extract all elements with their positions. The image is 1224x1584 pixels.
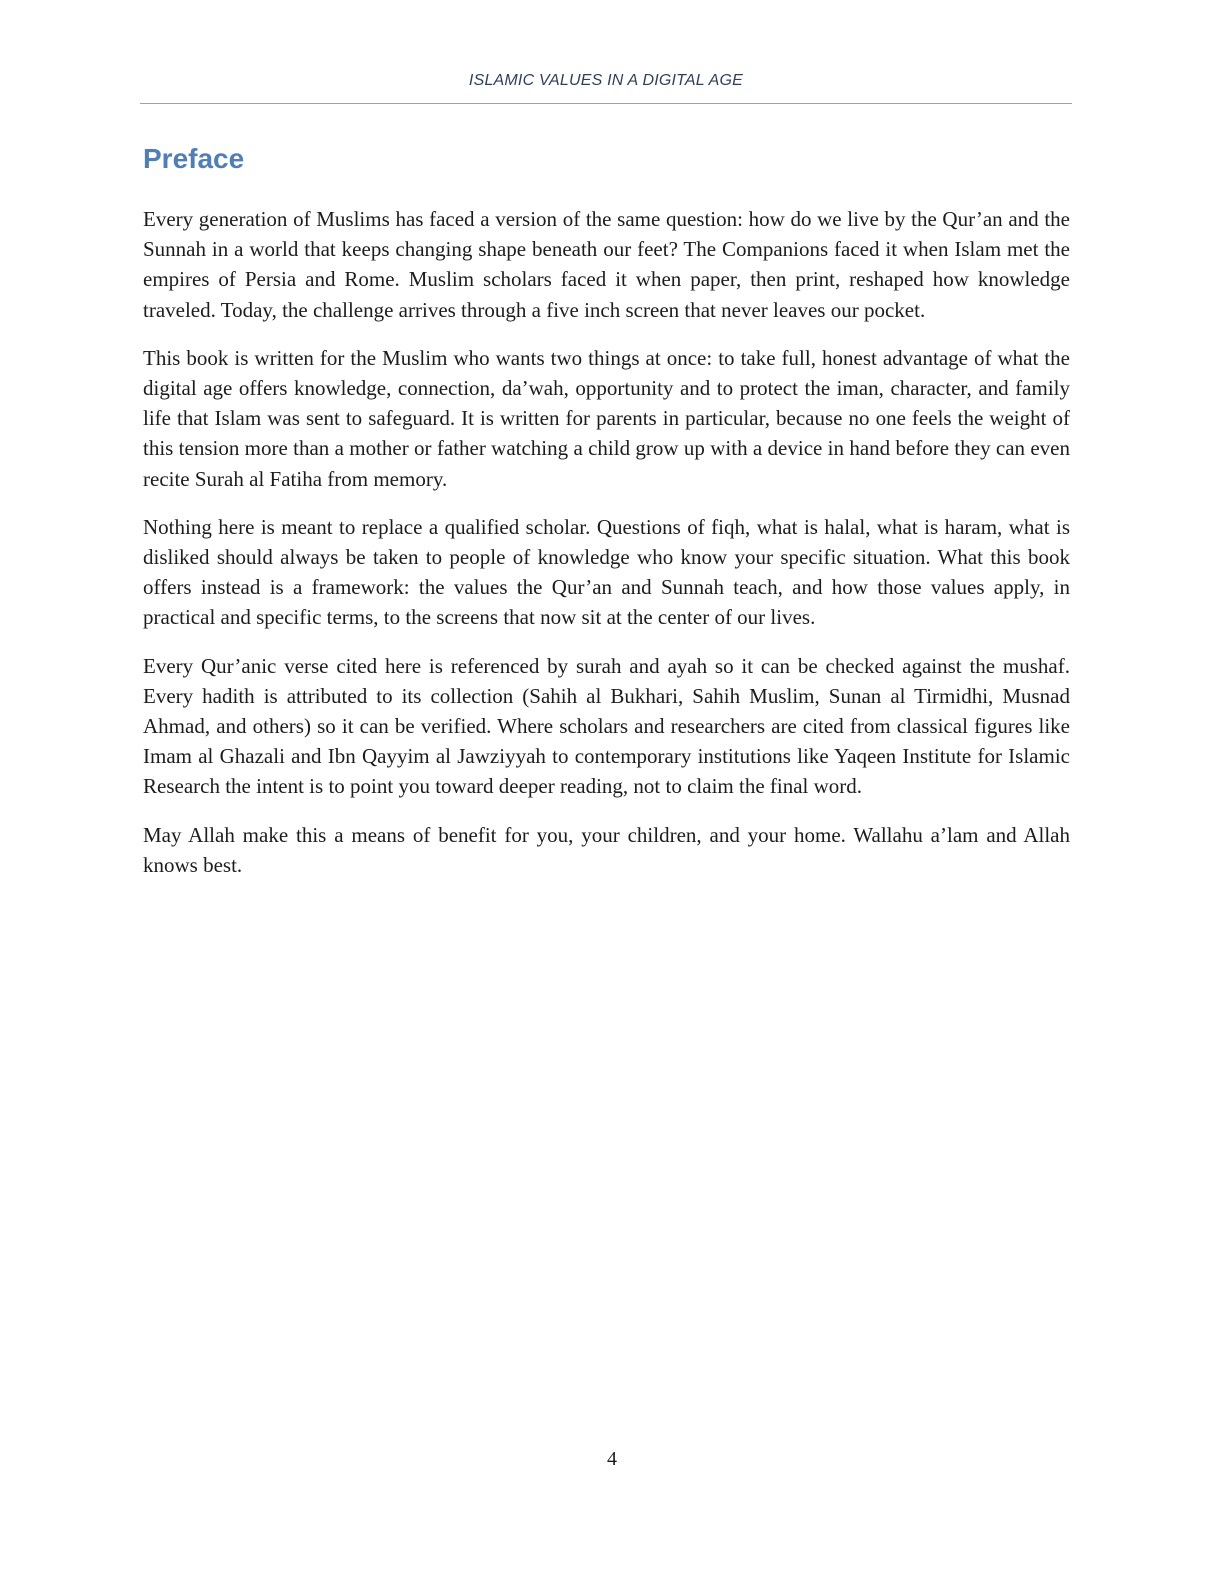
body-text xyxy=(143,204,1070,898)
running-header: ISLAMIC VALUES IN A DIGITAL AGE xyxy=(468,72,744,89)
paragraph: This book is written for the Muslim who wants two things at once: to take full, honest advantage of what the digital age offers knowledge, connection, da’wah, opportunity and to protect the iman, character, and family life that Islam was sent to safeguard. It is written for parents in particular, because no one feels the weight of this tension more than a mother or father watching a child grow up with a device in hand before they can even recite Surah al Fatiha from memory. xyxy=(143,345,1070,491)
paragraph: Every Qur’anic verse cited here is referenced by surah and ayah so it can be checked against the mushaf. Every hadith is attributed to its collection (Sahih al Bukhari, Sahih Muslim, Sunan al Tirmidhi, Musnad Ahmad, and others) so it can be verified. Where scholars and researchers are cited from classical figures like Imam al Ghazali and Ibn Qayyim al Jawziyyah to contemporary institutions like Yaqeen Institute for Islamic Research the intent is to point you toward deeper reading, not to claim the final word. xyxy=(143,653,1070,799)
page-number: 4 xyxy=(607,1448,617,1470)
section-title: Preface xyxy=(143,143,245,174)
paragraph: Nothing here is meant to replace a qualified scholar. Questions of fiqh, what is halal, what is haram, what is disliked should always be taken to people of knowledge who know your specific situation. What this book offers instead is a framework: the values the Qur’an and Sunnah teach, and how those values apply, in practical and specific terms, to the screens that now sit at the center of our lives. xyxy=(143,514,1070,630)
paragraph: May Allah make this a means of benefit for you, your children, and your home. Wallahu a’lam and Allah knows best. xyxy=(143,822,1070,877)
header-divider xyxy=(140,103,1072,104)
paragraph: Every generation of Muslims has faced a version of the same question: how do we live by the Qur’an and the Sunnah in a world that keeps changing shape beneath our feet? The Companions faced it when Islam met the empires of Persia and Rome. Muslim scholars faced it when paper, then print, reshaped how knowledge traveled. Today, the challenge arrives through a five inch screen that never leaves our pocket. xyxy=(143,207,1070,322)
